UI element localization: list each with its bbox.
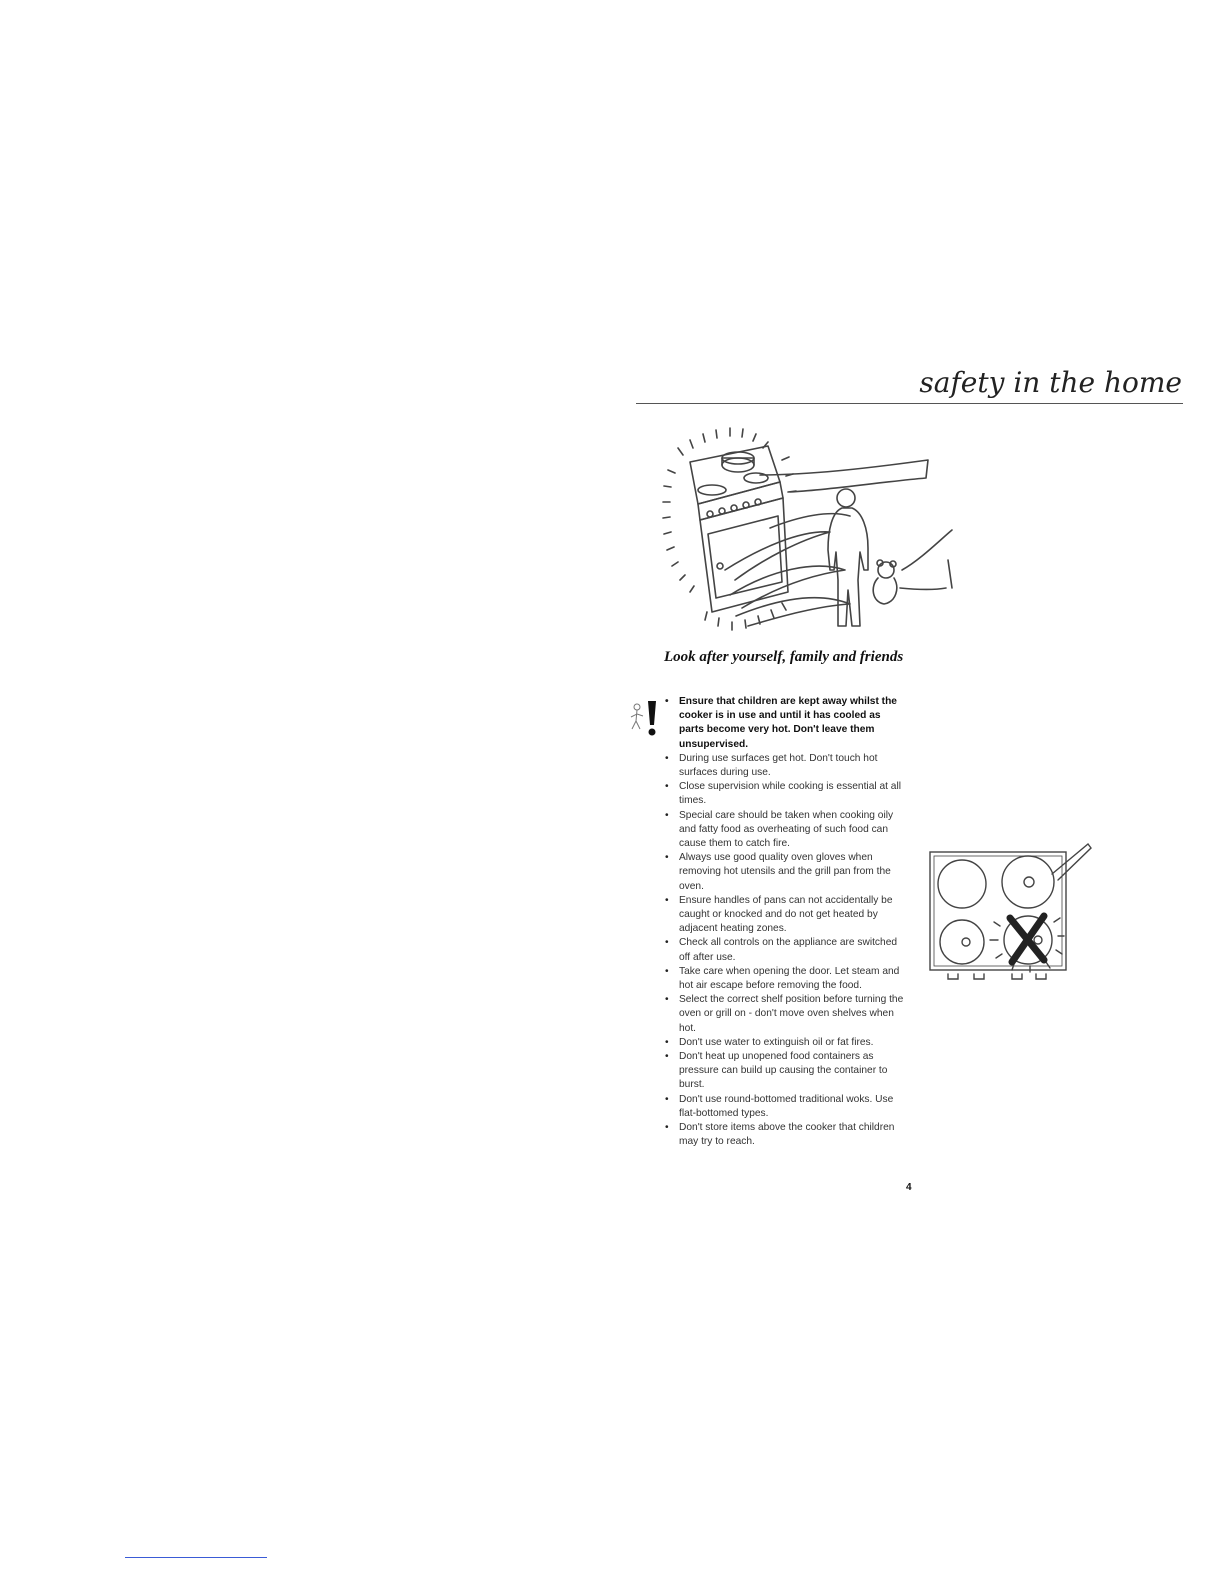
bullet-item: • Take care when opening the door. Let steam and hot air escape before removing the food. bbox=[664, 965, 904, 993]
bullet-item: • Always use good quality oven gloves when removing hot utensils and the grill pan from the oven. bbox=[664, 851, 904, 894]
warning-exclamation-icon bbox=[628, 697, 660, 737]
page-number: 4 bbox=[906, 1182, 912, 1193]
bullet-item: • Select the correct shelf position before turning the oven or grill on - don't move oven shelves when hot. bbox=[664, 993, 904, 1036]
bullet-item: • Check all controls on the appliance are switched off after use. bbox=[664, 936, 904, 964]
title-divider bbox=[636, 403, 1183, 404]
warning-bullet: • Ensure that children are kept away whilst the cooker is in use and until it has cooled as parts become very hot. Don't leave them unsupervised. bbox=[664, 695, 904, 752]
bullet-item: • Don't store items above the cooker that children may try to reach. bbox=[664, 1121, 904, 1149]
bullet-item: • Don't use round-bottomed traditional woks. Use flat-bottomed types. bbox=[664, 1093, 904, 1121]
bullet-item: • Ensure handles of pans can not accidentally be caught or knocked and do not get heated by adjacent heating zones. bbox=[664, 894, 904, 937]
bullet-item: • Don't use water to extinguish oil or fat fires. bbox=[664, 1036, 904, 1050]
footer-link-line bbox=[125, 1557, 267, 1558]
hob-pan-crossed-illustration bbox=[926, 836, 1092, 984]
bullet-item: • Close supervision while cooking is essential at all times. bbox=[664, 780, 904, 808]
bullet-item: • During use surfaces get hot. Don't touch hot surfaces during use. bbox=[664, 752, 904, 780]
oven-child-illustration bbox=[650, 420, 955, 642]
page-title: safety in the home bbox=[919, 366, 1182, 399]
bullet-item: • Don't heat up unopened food containers as pressure can build up causing the container to burst. bbox=[664, 1050, 904, 1093]
bullet-item: • Special care should be taken when cooking oily and fatty food as overheating of such food can cause them to catch fire. bbox=[664, 809, 904, 852]
safety-bullet-list bbox=[664, 695, 904, 1150]
section-heading: Look after yourself, family and friends bbox=[664, 649, 904, 665]
